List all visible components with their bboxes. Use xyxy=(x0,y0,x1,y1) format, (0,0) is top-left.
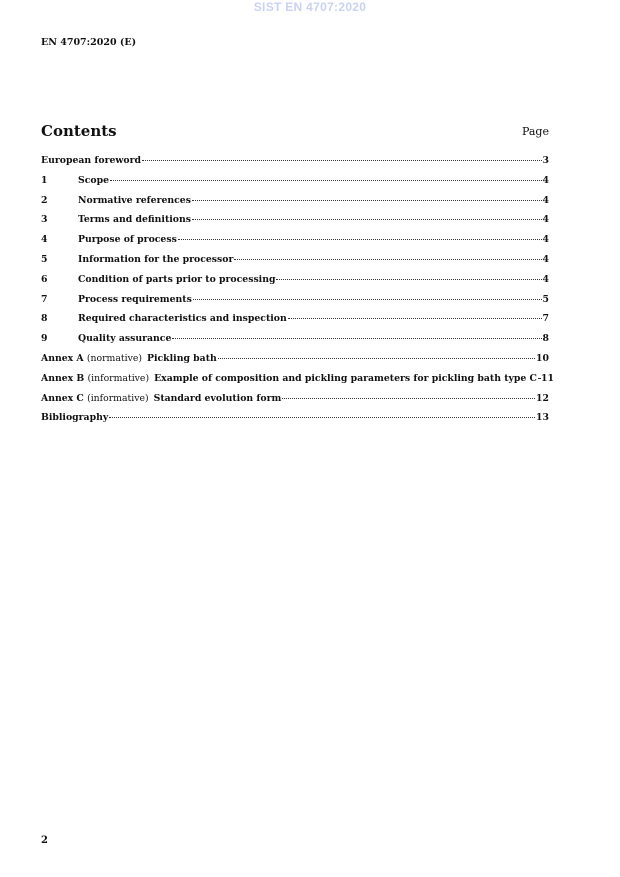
watermark: SIST EN 4707:2020 xyxy=(253,0,367,14)
toc-entry[interactable] xyxy=(41,353,549,373)
dot-leader xyxy=(178,239,542,240)
toc-entry-page: 5 xyxy=(542,293,549,305)
toc-entry-number: 1 xyxy=(41,174,48,186)
toc-entry-page: 11 xyxy=(540,372,554,384)
toc-entry-page: 4 xyxy=(542,214,549,226)
toc-entry-page: 3 xyxy=(542,155,549,166)
dot-leader xyxy=(193,299,542,300)
toc-entry[interactable] xyxy=(41,313,549,333)
annex-label: Annex C xyxy=(41,392,84,404)
annex-title: Example of composition and pickling parameters for pickling bath type C xyxy=(154,372,537,384)
dot-leader xyxy=(282,398,535,399)
dot-leader xyxy=(192,219,542,220)
dot-leader xyxy=(538,378,540,379)
dot-leader xyxy=(109,417,535,418)
toc-entry-number: 6 xyxy=(41,273,48,285)
toc-entry[interactable] xyxy=(41,214,549,234)
toc-entry-page: 12 xyxy=(536,392,549,404)
annex-label: Annex A xyxy=(41,352,84,364)
toc-entry-title: European foreword xyxy=(41,155,141,166)
toc-entry-page: 10 xyxy=(536,352,549,364)
toc-entry[interactable] xyxy=(41,234,549,254)
document-id: EN 4707:2020 (E) xyxy=(41,37,137,48)
toc-entry-title: Normative references xyxy=(78,194,191,206)
toc-entry-page: 4 xyxy=(542,234,549,246)
toc-entry-title: Process requirements xyxy=(78,293,192,305)
toc-entry-number: 2 xyxy=(41,194,48,206)
toc-entry[interactable] xyxy=(41,372,554,393)
toc-entry[interactable] xyxy=(41,412,549,432)
toc-entry[interactable] xyxy=(41,175,549,195)
annex-kind: (normative) xyxy=(86,352,142,364)
dot-leader xyxy=(172,338,541,339)
toc-entry-title: Bibliography xyxy=(41,412,109,424)
annex-label: Annex B xyxy=(41,372,85,384)
dot-leader xyxy=(110,180,542,181)
annex-kind: (informative) xyxy=(87,392,149,404)
toc-entry-title: Required characteristics and inspection xyxy=(78,313,287,325)
toc-entry-title xyxy=(41,353,217,364)
annex-title: Pickling bath xyxy=(147,352,217,364)
dot-leader xyxy=(142,160,542,161)
toc-entry-title: Information for the processor xyxy=(78,253,234,265)
toc-entry[interactable] xyxy=(41,274,549,294)
toc-entry-number: 9 xyxy=(41,333,48,345)
annex-kind: (informative) xyxy=(87,372,150,384)
contents-header xyxy=(41,122,549,142)
toc-entry-number: 4 xyxy=(41,234,48,246)
toc-entry-page: 4 xyxy=(542,174,549,186)
toc-entry-number: 7 xyxy=(41,293,48,305)
toc-entry[interactable] xyxy=(41,254,549,274)
page-column-label: Page xyxy=(521,125,549,138)
contents-title: Contents xyxy=(41,122,117,140)
toc-entry-page: 13 xyxy=(536,412,549,424)
toc-entry-number: 3 xyxy=(41,214,48,226)
dot-leader xyxy=(218,358,535,359)
table-of-contents xyxy=(41,155,554,432)
toc-entry-page: 4 xyxy=(542,253,549,265)
toc-entry[interactable] xyxy=(41,294,549,314)
dot-leader xyxy=(288,318,542,319)
toc-entry[interactable] xyxy=(41,333,549,353)
toc-entry-title: Condition of parts prior to processing xyxy=(78,273,276,285)
toc-entry-page: 7 xyxy=(542,313,549,325)
toc-entry-number: 5 xyxy=(41,253,48,265)
toc-entry-page: 4 xyxy=(542,194,549,206)
annex-title: Standard evolution form xyxy=(153,392,282,404)
dot-leader xyxy=(276,279,541,280)
dot-leader xyxy=(234,259,541,260)
toc-entry-title: Terms and definitions xyxy=(78,214,191,226)
toc-entry-number: 8 xyxy=(41,313,48,325)
toc-entry-page: 4 xyxy=(542,273,549,285)
toc-entry[interactable] xyxy=(41,393,549,413)
toc-entry-title: Quality assurance xyxy=(78,333,172,345)
toc-entry-title: Purpose of process xyxy=(78,234,177,246)
toc-entry[interactable] xyxy=(41,195,549,215)
toc-entry-title xyxy=(41,373,537,384)
toc-entry-title: Scope xyxy=(78,174,109,186)
toc-entry-page: 8 xyxy=(542,333,549,345)
dot-leader xyxy=(192,200,542,201)
toc-entry-title xyxy=(41,393,281,404)
toc-entry[interactable] xyxy=(41,155,549,175)
page-number: 2 xyxy=(41,835,48,846)
